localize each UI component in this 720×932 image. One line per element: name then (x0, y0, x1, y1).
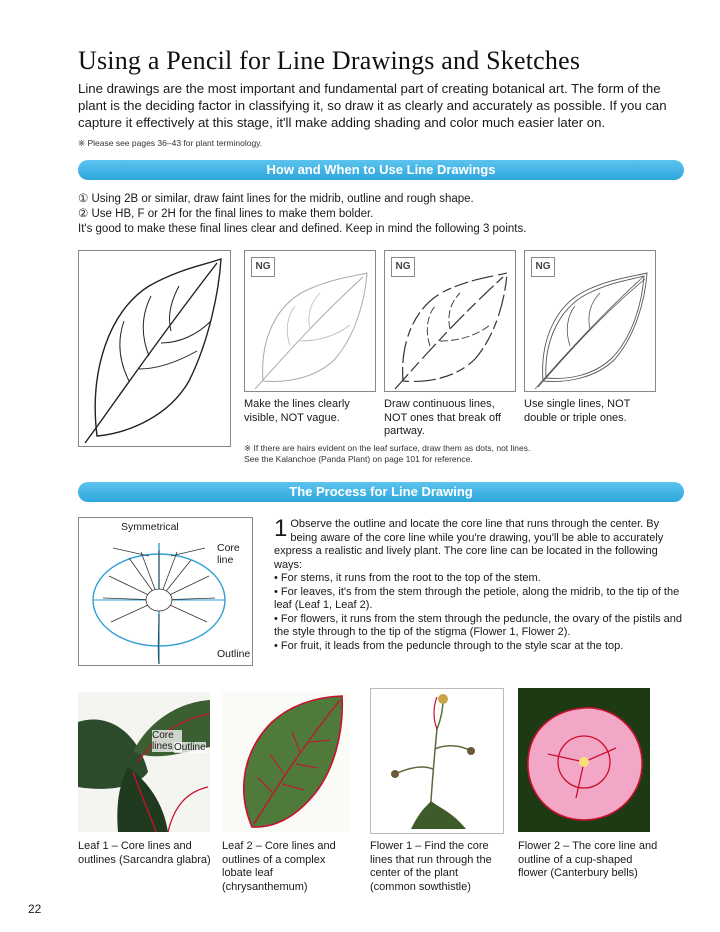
hairs-note-line1: ※ If there are hairs evident on the leaf surface, draw them as dots, not lines. (244, 443, 531, 453)
caption-broken: Draw continuous lines, NOT ones that break off partway. (384, 398, 501, 437)
section-heading-process: The Process for Line Drawing (78, 482, 684, 502)
flower-1-photo (371, 689, 503, 833)
photo-leaf-1 (78, 692, 210, 832)
section-heading-line-drawings: How and When to Use Line Drawings (78, 160, 684, 180)
step-1: ① Using 2B or similar, draw faint lines for the midrib, outline and rough shape. (78, 193, 474, 205)
photo-leaf-2 (222, 692, 350, 832)
intro-paragraph (78, 80, 678, 152)
process-step-text: Observe the outline and locate the core line that runs through the center. By being aware of the core line while you're drawing, you'll be able to accurately express a realistic and lively plant. The core line can be located in the following ways: (274, 518, 664, 571)
ng-badge: NG (531, 257, 555, 277)
bullet-flowers: • For flowers, it runs from the stem through the peduncle, the ovary of the pistils and the style through to the tip of the stigma (Flower 1, Flower 2). (274, 612, 682, 638)
ng-badge: NG (251, 257, 275, 277)
leaf-1-photo (78, 692, 210, 832)
bullet-fruit: • For fruit, it leads from the peduncle through to the style scar at the top. (274, 639, 624, 652)
intro-note: ※ Please see pages 36–43 for plant terminology. (78, 138, 263, 148)
leaf-2-photo (222, 692, 350, 832)
flower-diagram-illustration (79, 518, 252, 665)
step-number: 1 (274, 515, 288, 542)
page-number: 22 (28, 902, 42, 916)
caption-leaf-2: Leaf 2 – Core lines and outlines of a complex lobate leaf (chrysanthemum) (222, 840, 336, 893)
leaf-illustration (79, 251, 230, 446)
hairs-note (244, 443, 664, 465)
steps-list (78, 192, 678, 237)
page-title: Using a Pencil for Line Drawings and Sketches (78, 46, 581, 75)
ng-example-broken (384, 250, 516, 392)
caption-double: Use single lines, NOT double or triple ones. (524, 398, 631, 424)
flower-2-photo (518, 688, 650, 832)
caption-flower-1: Flower 1 – Find the core lines that run through the center of the plant (common sowthistle) (370, 840, 492, 893)
caption-flower-2: Flower 2 – The core line and outline of a cup-shaped flower (Canterbury bells) (518, 840, 658, 879)
bullet-stems: • For stems, it runs from the root to the top of the stem. (274, 572, 541, 584)
intro-text: Line drawings are the most important and fundamental part of creating botanical art. The form of the plant is the deciding factor in classifying it, so draw it as clearly and accurately as possible. If you can capture it effectively at this stage, it'll make adding shading and color much easier later on. (78, 81, 667, 130)
photo-flower-2 (518, 688, 650, 832)
core-line-diagram (78, 517, 253, 666)
ng-badge: NG (391, 257, 415, 277)
process-text (274, 515, 684, 653)
caption-vague: Make the lines clearly visible, NOT vague. (244, 398, 350, 424)
label-photo-outline: Outline (174, 742, 206, 753)
ng-example-vague (244, 250, 376, 392)
hairs-note-line2: See the Kalanchoe (Panda Plant) on page 101 for reference. (244, 454, 473, 464)
step-2: ② Use HB, F or 2H for the final lines to make them bolder. (78, 208, 374, 220)
caption-leaf-1: Leaf 1 – Core lines and outlines (Sarcandra glabra) (78, 840, 211, 866)
label-core-lines: Core lines (152, 730, 182, 752)
ng-example-double (524, 250, 656, 392)
good-leaf-drawing (78, 250, 231, 447)
photo-flower-1 (370, 688, 504, 834)
label-core-line: Core line (217, 542, 240, 566)
label-symmetrical: Symmetrical (121, 521, 179, 533)
label-outline: Outline (217, 648, 251, 660)
step-3: It's good to make these final lines clear and defined. Keep in mind the following 3 points. (78, 223, 527, 235)
bullet-leaves: • For leaves, it's from the stem through the petiole, along the midrib, to the tip of the leaf (Leaf 1, Leaf 2). (274, 585, 680, 611)
